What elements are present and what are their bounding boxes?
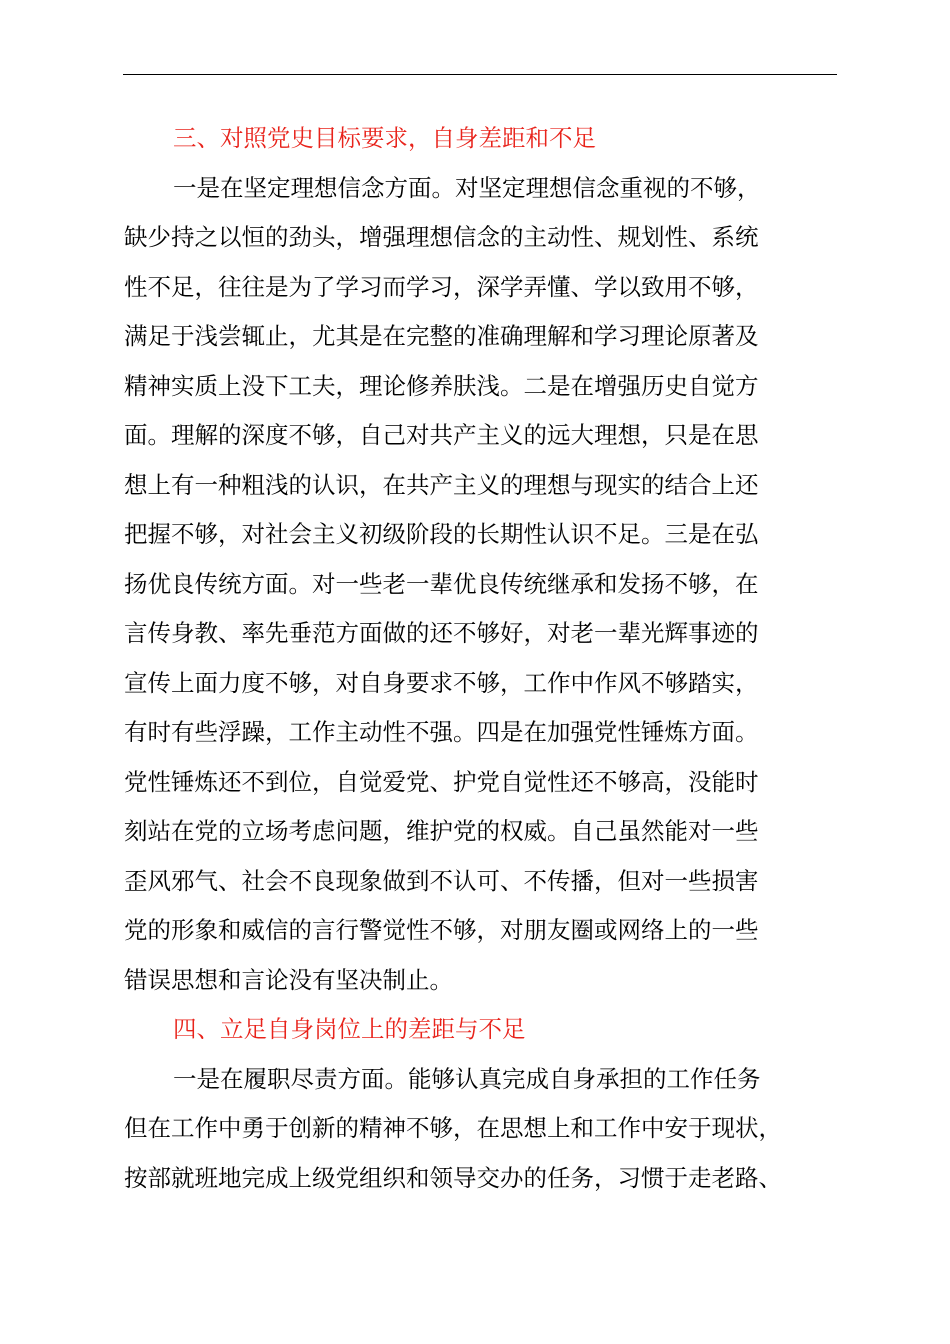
text-line: 歪风邪气、社会不良现象做到不认可、不传播，但对一些损害 — [124, 866, 759, 895]
section-paragraph-4 — [124, 1055, 844, 1204]
text-line: 满足于浅尝辄止，尤其是在完整的准确理解和学习理论原著及 — [124, 322, 759, 350]
text-line: 刻站在党的立场考虑问题，维护党的权威。自己虽然能对一些 — [124, 817, 759, 845]
text-line: 缺少持之以恒的劲头，增强理想信念的主动性、规划性、系统 — [124, 223, 759, 251]
header-rule — [123, 74, 837, 75]
text-line: 有时有些浮躁，工作主动性不强。四是在加强党性锤炼方面。 — [124, 718, 759, 746]
text-line: 言传身教、率先垂范方面做的还不够好，对老一辈光辉事迹的 — [124, 619, 759, 647]
text-line: 想上有一种粗浅的认识，在共产主义的理想与现实的结合上还 — [124, 470, 759, 499]
text-line: 按部就班地完成上级党组织和领导交办的任务，习惯于走老路、 — [124, 1163, 782, 1192]
section-heading-4: 四、立足自身岗位上的差距与不足 — [173, 1015, 526, 1043]
text-line: 扬优良传统方面。对一些老一辈优良传统继承和发扬不够，在 — [124, 569, 759, 598]
text-line: 一是在履职尽责方面。能够认真完成自身承担的工作任务 — [173, 1064, 761, 1093]
text-line: 错误思想和言论没有坚决制止。 — [124, 965, 453, 994]
text-line: 性不足，往往是为了学习而学习，深学弄懂、学以致用不够， — [124, 272, 759, 301]
document-body — [124, 114, 844, 1203]
text-line: 精神实质上没下工夫，理论修养肤浅。二是在增强历史自觉方 — [124, 371, 759, 400]
text-line: 宣传上面力度不够，对自身要求不够，工作中作风不够踏实， — [124, 668, 759, 697]
text-line: 党的形象和威信的言行警觉性不够，对朋友圈或网络上的一些 — [124, 916, 759, 944]
text-line: 一是在坚定理想信念方面。对坚定理想信念重视的不够， — [173, 173, 761, 202]
text-line: 但在工作中勇于创新的精神不够，在思想上和工作中安于现状， — [124, 1114, 782, 1142]
section-paragraph-3 — [124, 164, 844, 1006]
section-heading-3: 三、对照党史目标要求，自身差距和不足 — [173, 124, 596, 152]
text-line: 党性锤炼还不到位，自觉爱党、护党自觉性还不够高，没能时 — [124, 767, 759, 796]
text-line: 面。理解的深度不够，自己对共产主义的远大理想，只是在思 — [124, 421, 759, 449]
text-line: 把握不够，对社会主义初级阶段的长期性认识不足。三是在弘 — [124, 520, 759, 548]
